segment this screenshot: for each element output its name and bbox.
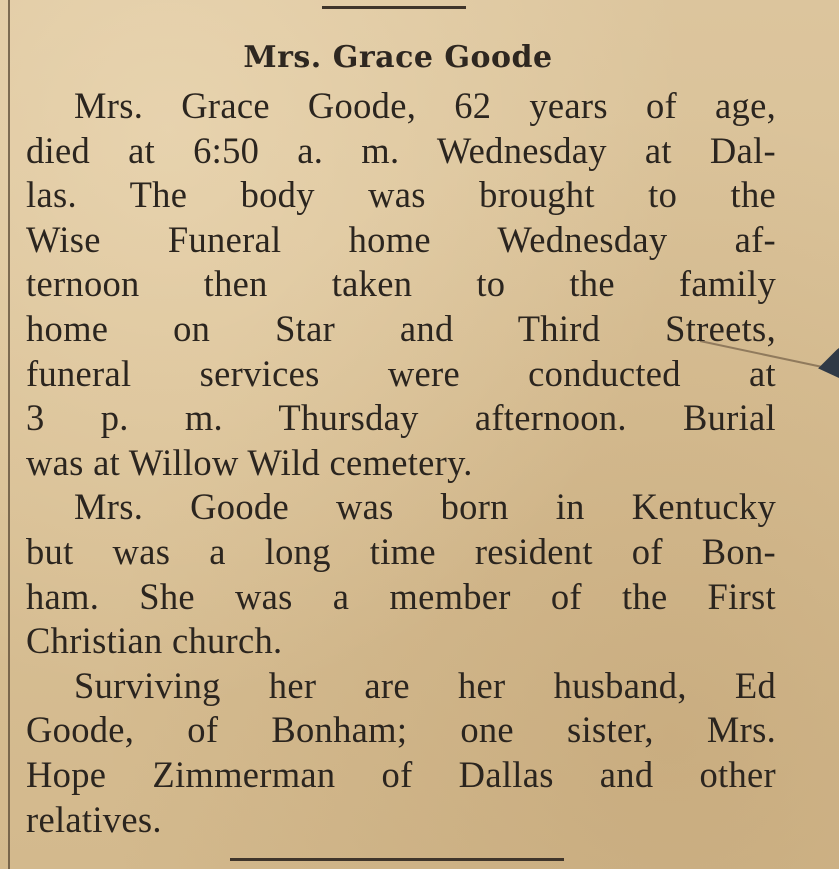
article-line: but was a long time resident of Bon- [26,530,776,572]
article-line: 3 p. m. Thursday afternoon. Burial [26,397,776,439]
article-line: funeral services were conducted at [26,352,776,394]
article-line: Hope Zimmerman of Dallas and other [26,753,776,795]
column-rule-top [322,6,466,9]
column-rule-left [8,0,10,869]
article-line: was at Willow Wild cemetery. [26,441,473,483]
article-line: ternoon then taken to the family [26,263,776,305]
article-line: Goode, of Bonham; one sister, Mrs. [26,709,776,751]
article-line: Wise Funeral home Wednesday af- [26,218,776,260]
column-rule-bottom [230,858,564,861]
article-line: Mrs. Grace Goode, 62 years of age, [74,85,776,126]
article-line: Surviving her are her husband, Ed [74,664,776,706]
article-line: home on Star and Third Streets, [26,307,776,349]
article-line: las. The body was brought to the [26,174,776,216]
paper-fold-corner [813,348,839,378]
article-line: ham. She was a member of the First [26,575,776,617]
article-line: relatives. [26,798,162,840]
article-line: Mrs. Goode was born in Kentucky [74,486,776,528]
obituary-article [26,84,776,842]
headline: Mrs. Grace Goode [243,40,553,75]
article-line: died at 6:50 a. m. Wednesday at Dal- [26,129,776,171]
article-line: Christian church. [26,620,283,662]
